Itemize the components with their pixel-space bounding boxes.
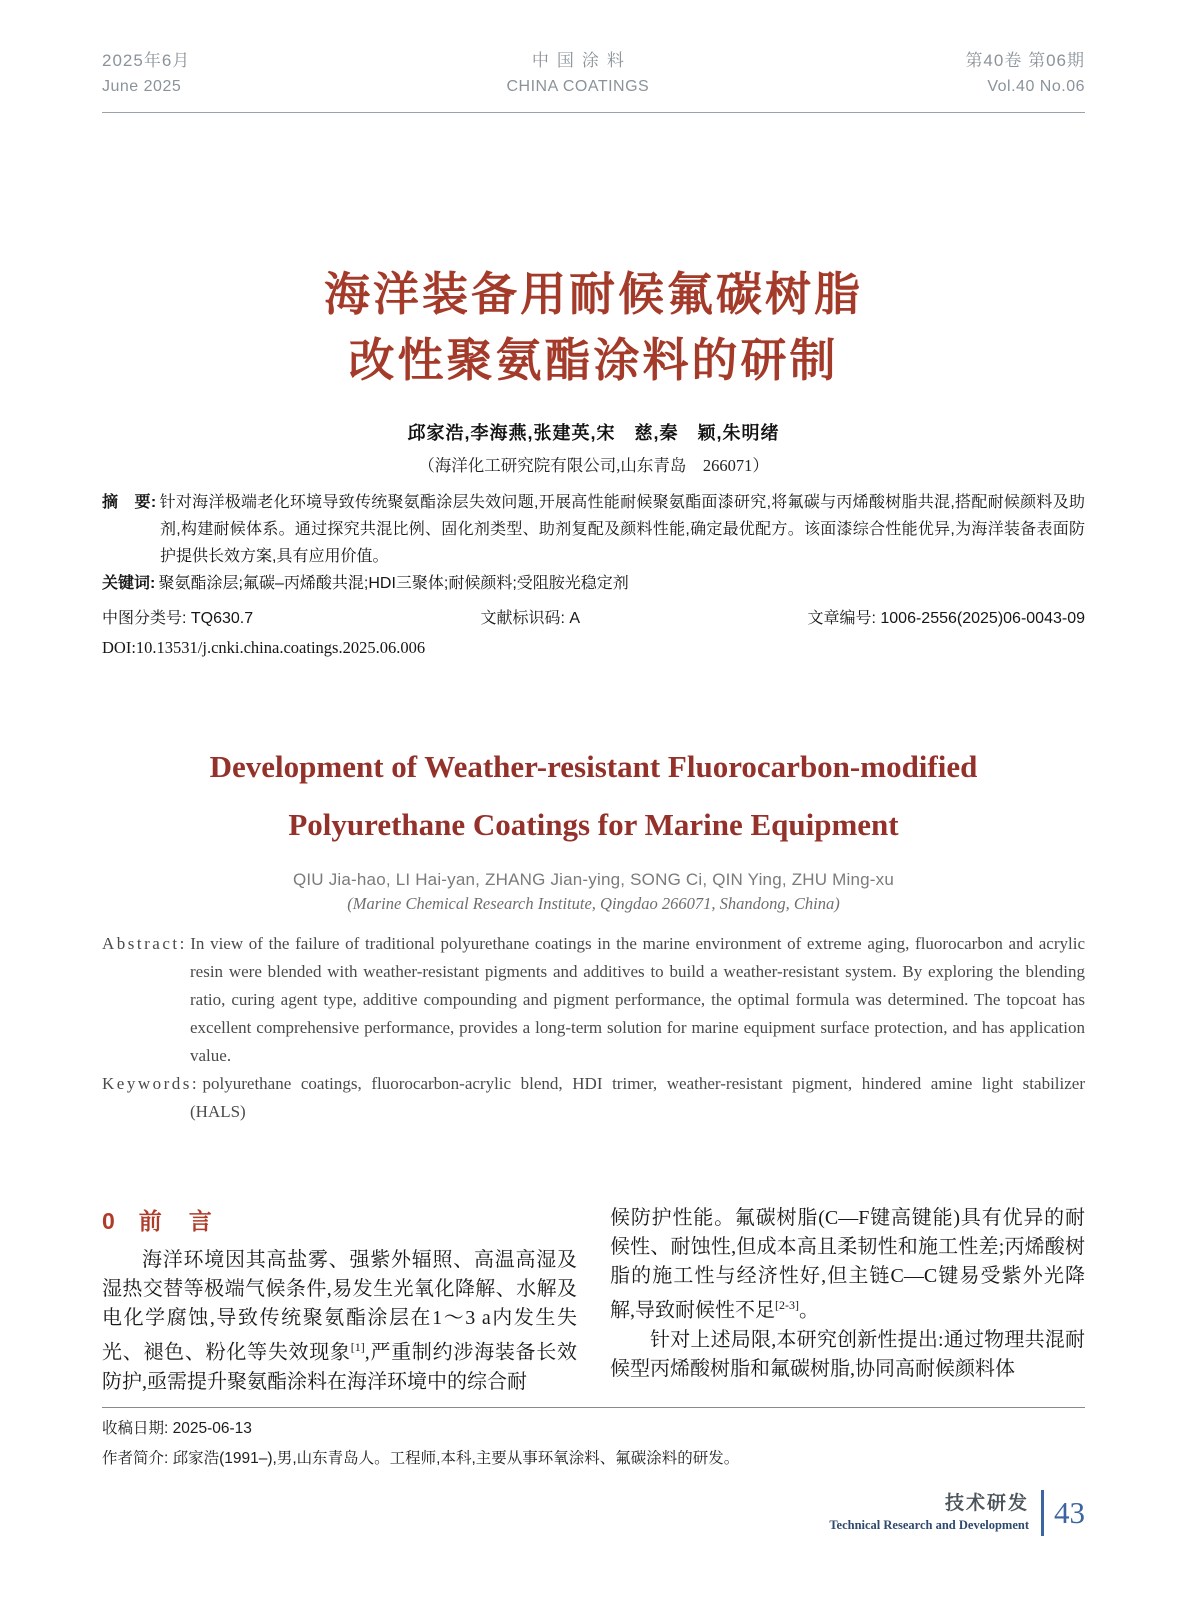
authors-cn: 邱家浩,李海燕,张建英,宋 慈,秦 颖,朱明绪 (407, 423, 780, 443)
article-title-cn-line1: 海洋装备用耐候氟碳树脂 (324, 268, 863, 320)
authors-en: QIU Jia-hao, LI Hai-yan, ZHANG Jian-ying, SONG Ci, QIN Ying, ZHU Ming-xu (292, 870, 895, 889)
document-code: 文献标识码: A (480, 610, 581, 627)
abstract-cn-label: 摘 要: (102, 494, 157, 511)
header-date (102, 48, 190, 100)
abstract-en (102, 930, 1085, 1070)
journal-name-cn: 中国涂料 (531, 51, 632, 70)
header-issue (965, 48, 1085, 100)
paragraph: 针对上述局限,本研究创新性提出:通过物理共混耐候型丙烯酸树脂和氟碳树脂,协同高耐候颜料体 (610, 1328, 1085, 1380)
keywords-cn (102, 570, 1085, 597)
abstract-cn (102, 489, 1085, 570)
doi: DOI:10.13531/j.cnki.china.coatings.2025.06.006 (102, 638, 426, 657)
keywords-en-label: Keywords: (102, 1074, 200, 1093)
header-issue-en: Vol.40 No.06 (987, 78, 1085, 95)
paragraph: 海洋环境因其高盐雾、强紫外辐照、高温高湿及湿热交替等极端气候条件,易发生光氧化降解、水解及电化学腐蚀,导致传统聚氨酯涂层在1～3 a内发生失光、褪色、粉化等失效现象[1],严重制约涉海装备长效防护,亟需提升聚氨酯涂料在海洋环境中的综合耐 (102, 1249, 578, 1393)
journal-header (102, 0, 1085, 113)
journal-name-en: CHINA COATINGS (506, 78, 650, 95)
keywords-cn-label: 关键词: (102, 575, 156, 592)
article-title-en-line2: Polyurethane Coatings for Marine Equipment (288, 807, 899, 842)
author-bio: 作者简介: 邱家浩(1991–),男,山东青岛人。工程师,本科,主要从事环氧涂料、氟碳涂料的研发。 (102, 1449, 740, 1467)
keywords-cn-text: 聚氨酯涂层;氟碳–丙烯酸共混;HDI三聚体;耐候颜料;受阻胺光稳定剂 (158, 575, 629, 592)
header-date-en: June 2025 (102, 78, 182, 95)
section-0-number: 0 (102, 1208, 117, 1234)
meta-row (102, 605, 1085, 628)
abstract-en-text: In view of the failure of traditional polyurethane coatings in the marine environment of extreme aging, fluorocarbon and acrylic resin were blended with weather-resistant pigments and additives to build a weather-resistant system. By exploring the blending ratio, curing agent type, additive compounding and pigment performance, the optimal formula was determined. The topcoat has excellent comprehensive performance, provides a long-term solution for marine equipment surface protection, and has application value. (190, 934, 1085, 1065)
article-id: 文章编号: 1006-2556(2025)06-0043-09 (807, 610, 1085, 627)
page-number: 43 (1054, 1494, 1085, 1530)
abstract-en-label: Abstract: (102, 934, 187, 953)
body-columns (102, 1204, 1085, 1397)
clc-number: 中图分类号: TQ630.7 (102, 610, 254, 627)
article-title-cn-line2: 改性聚氨酯涂料的研制 (348, 334, 839, 386)
article-title-en (102, 738, 1085, 854)
affiliation-en: (Marine Chemical Research Institute, Qingdao 266071, Shandong, China) (347, 894, 840, 913)
footer-divider-bar (1041, 1490, 1044, 1536)
header-journal-name (507, 48, 650, 100)
abstract-cn-text: 针对海洋极端老化环境导致传统聚氨酯涂层失效问题,开展高性能耐候聚氨酯面漆研究,将氟碳与丙烯酸树脂共混,搭配耐候颜料及助剂,构建耐候体系。通过探究共混比例、固化剂类型、助剂复配及颜料性能,确定最优配方。该面漆综合性能优异,为海洋装备表面防护提供长效方案,具有应用价值。 (159, 494, 1085, 565)
section-0-heading (102, 1204, 577, 1238)
header-issue-cn: 第40卷 第06期 (965, 51, 1085, 70)
body-column-right (610, 1204, 1085, 1397)
body-column-left (102, 1204, 577, 1397)
footer-section-en: Technical Research and Development (829, 1517, 1029, 1532)
paragraph: 候防护性能。氟碳树脂(C—F键高键能)具有优异的耐候性、耐蚀性,但成本高且柔韧性和施工性差;丙烯酸树脂的施工性与经济性好,但主链C—C键易受紫外光降解,导致耐候性不足[2-3]。 (610, 1207, 1085, 1322)
keywords-en (102, 1070, 1085, 1126)
received-date: 收稿日期: 2025-06-13 (102, 1419, 252, 1437)
page-footer (102, 1490, 1085, 1536)
keywords-en-text: polyurethane coatings, fluorocarbon-acrylic blend, HDI trimer, weather-resistant pigment, hindered amine light stabilizer (HALS) (190, 1074, 1085, 1121)
footnote (102, 1414, 1085, 1474)
section-0-title: 前 言 (138, 1208, 214, 1234)
footer-section-cn: 技术研发 (944, 1492, 1029, 1514)
header-date-cn: 2025年6月 (102, 51, 191, 70)
article-title-cn (102, 261, 1085, 393)
footer-section-labels (829, 1492, 1029, 1534)
footnote-divider (102, 1407, 1085, 1408)
affiliation-cn: （海洋化工研究院有限公司,山东青岛 266071） (418, 456, 769, 475)
article-title-en-line1: Development of Weather-resistant Fluorocarbon-modified (209, 749, 978, 784)
